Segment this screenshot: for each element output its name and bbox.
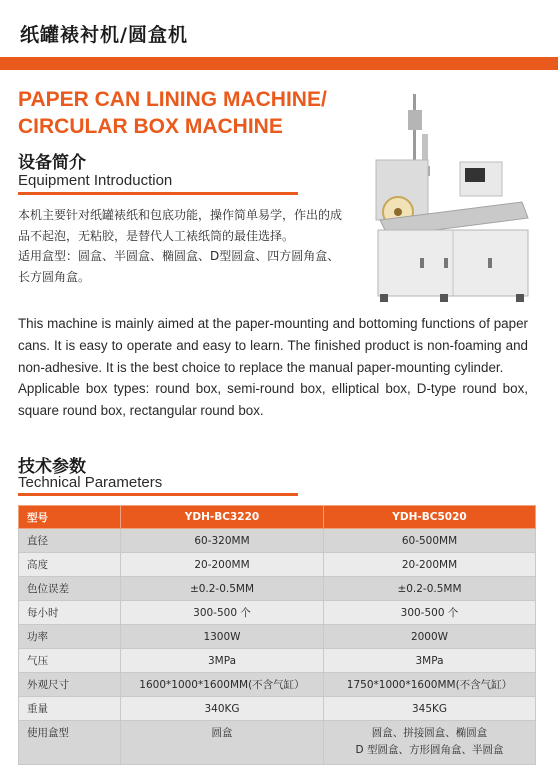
row-value-2: 3MPa bbox=[324, 649, 536, 673]
machine-photo bbox=[360, 90, 530, 305]
row-value-1: 1300W bbox=[121, 625, 324, 649]
row-label: 高度 bbox=[19, 553, 121, 577]
control-screen bbox=[465, 168, 485, 182]
row-value-2-line1: 圆盒、拼接圆盒、椭圆盒 bbox=[371, 727, 488, 739]
table-row bbox=[19, 697, 536, 721]
intro-heading-cn: 设备简介 bbox=[18, 153, 86, 173]
row-value-2: 60-500MM bbox=[324, 529, 536, 553]
params-heading-en: Technical Parameters bbox=[18, 474, 163, 491]
header-model-2: YDH-BC5020 bbox=[324, 506, 536, 529]
row-value-2: 300-500 个 bbox=[324, 601, 536, 625]
table-row bbox=[19, 721, 536, 765]
row-value-1: 圆盒 bbox=[121, 721, 324, 765]
intro-heading-en: Equipment Introduction bbox=[18, 172, 173, 189]
table-row bbox=[19, 529, 536, 553]
row-value-2: 1750*1000*1600MM(不含气缸） bbox=[324, 673, 536, 697]
header-accent-bar bbox=[0, 57, 558, 70]
params-table-header-row bbox=[19, 506, 536, 529]
product-title-line2: CIRCULAR BOX MACHINE bbox=[18, 115, 283, 138]
row-label: 色位误差 bbox=[19, 577, 121, 601]
intro-cn-paragraph1: 本机主要针对纸罐裱纸和包底功能，操作简单易学，作出的成品不起泡，无粘胶，是替代人工裱纸筒的最佳选择。 bbox=[18, 208, 343, 243]
row-value-1: ±0.2-0.5MM bbox=[121, 577, 324, 601]
row-value-2: 20-200MM bbox=[324, 553, 536, 577]
row-value-2: ±0.2-0.5MM bbox=[324, 577, 536, 601]
row-label: 使用盒型 bbox=[19, 721, 121, 765]
machine-rod-clamp bbox=[408, 110, 422, 130]
params-heading-cn: 技术参数 bbox=[18, 457, 86, 477]
intro-en-paragraph1: This machine is mainly aimed at the paper-mounting and bottoming functions of paper cans. It is easy to operate and easy to learn. The finished product is non-foaming and non-adhesive. It is the best choice to replace the manual paper-mounting cylinder. bbox=[18, 316, 528, 375]
intro-cn-paragraph2: 适用盒型：圆盒、半圆盒、椭圆盒、D型圆盒、四方圆角盒、长方圆角盒。 bbox=[18, 249, 340, 284]
intro-en-text bbox=[18, 313, 528, 422]
intro-en-paragraph2: Applicable box types: round box, semi-round box, elliptical box, D-type round box, square round box, rectangular round box. bbox=[18, 381, 528, 419]
row-label: 外观尺寸 bbox=[19, 673, 121, 697]
row-label: 功率 bbox=[19, 625, 121, 649]
row-value-1: 1600*1000*1600MM(不含气缸） bbox=[121, 673, 324, 697]
row-value-2-line2: D 型圆盒、方形圆角盒、半圆盒 bbox=[355, 744, 504, 756]
table-row bbox=[19, 649, 536, 673]
params-table bbox=[18, 505, 536, 765]
table-row bbox=[19, 577, 536, 601]
header-model: 型号 bbox=[19, 506, 121, 529]
intro-cn-text bbox=[18, 205, 348, 287]
product-title-line1: PAPER CAN LINING MACHINE/ bbox=[18, 88, 327, 111]
row-value-1: 3MPa bbox=[121, 649, 324, 673]
intro-heading-rule bbox=[18, 192, 298, 195]
table-row bbox=[19, 625, 536, 649]
params-heading-rule bbox=[18, 493, 298, 496]
row-value-1: 340KG bbox=[121, 697, 324, 721]
row-label: 重量 bbox=[19, 697, 121, 721]
row-value-2 bbox=[324, 721, 536, 765]
row-value-1: 300-500 个 bbox=[121, 601, 324, 625]
row-label: 气压 bbox=[19, 649, 121, 673]
row-value-2: 345KG bbox=[324, 697, 536, 721]
row-value-1: 20-200MM bbox=[121, 553, 324, 577]
row-value-1: 60-320MM bbox=[121, 529, 324, 553]
row-label: 直径 bbox=[19, 529, 121, 553]
table-row bbox=[19, 673, 536, 697]
table-row bbox=[19, 601, 536, 625]
table-row bbox=[19, 553, 536, 577]
row-value-2: 2000W bbox=[324, 625, 536, 649]
row-label: 每小时 bbox=[19, 601, 121, 625]
product-title bbox=[18, 86, 378, 140]
page-header-title: 纸罐裱衬机/圆盒机 bbox=[20, 24, 188, 46]
header-model-1: YDH-BC3220 bbox=[121, 506, 324, 529]
